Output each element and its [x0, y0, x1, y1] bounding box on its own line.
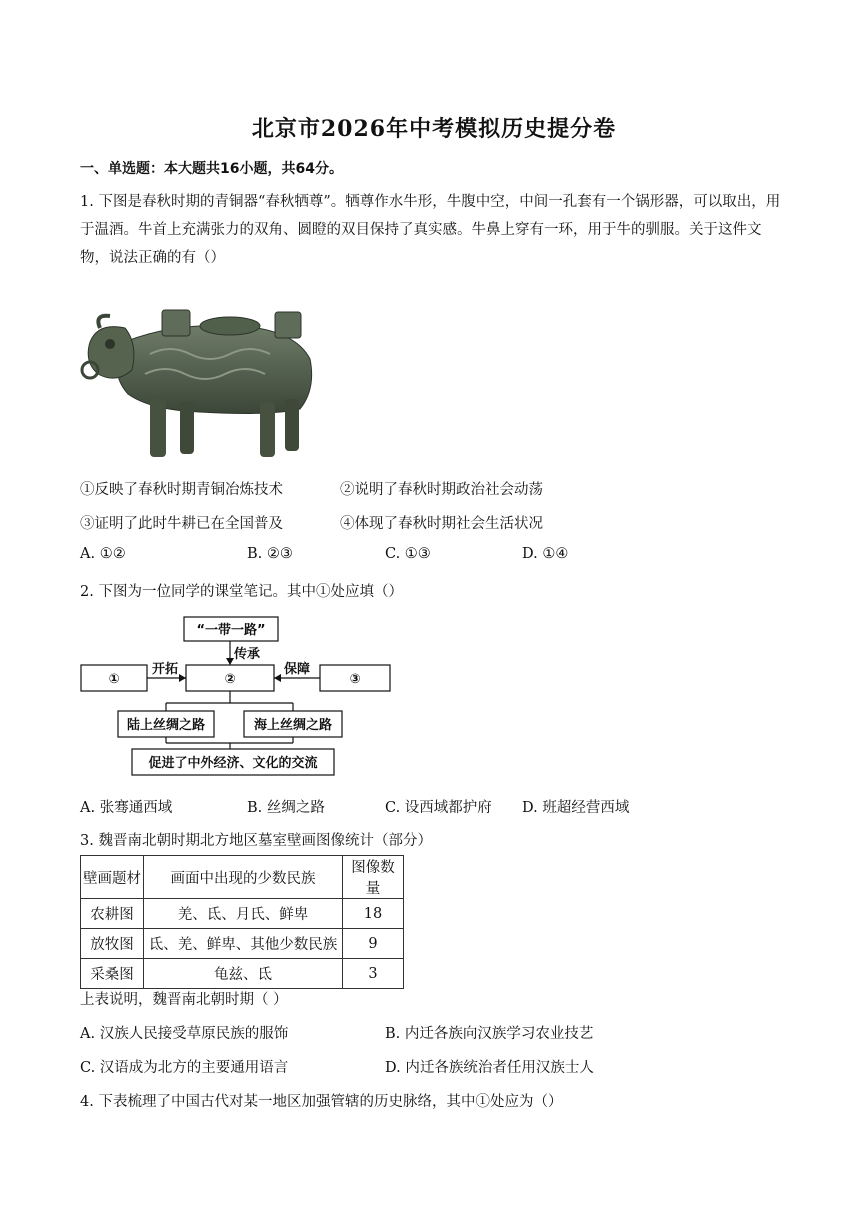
q2-option-a[interactable]: A. 张骞通西域: [80, 800, 173, 816]
table-header: 画面中出现的少数民族: [144, 856, 343, 899]
diagram-guarantee-label: 保障: [284, 662, 311, 677]
statement-3: ③证明了此时牛耕已在全国普及: [80, 516, 283, 532]
table-cell: 农耕图: [81, 899, 144, 929]
diagram-right-box: ③: [349, 672, 361, 687]
q3-option-a[interactable]: A. 汉族人民接受草原民族的服饰: [80, 1026, 289, 1042]
table-row: [81, 899, 404, 929]
q1-option-a[interactable]: A. ①②: [80, 546, 126, 562]
table-cell: 18: [343, 899, 404, 929]
class-notes-diagram: [80, 615, 392, 777]
table-cell: 龟兹、氐: [144, 959, 343, 989]
diagram-inherit-label: 传承: [234, 647, 261, 662]
diagram-sea-route: 海上丝绸之路: [253, 718, 333, 733]
question-1-stem: 1. 下图是春秋时期的青铜器“春秋牺尊”。牺尊作水牛形，牛腹中空，中间一孔套有一个锅形器，可以取出，用于温酒。牛首上充满张力的双角、圆瞪的双目保持了真实感。牛鼻上穿有一环，用于牛的驯服。关于这件文物，说法正确的有（）: [80, 194, 781, 266]
table-cell: 采桑图: [81, 959, 144, 989]
diagram-bottom-box: 促进了中外经济、文化的交流: [148, 756, 318, 771]
q3-option-c[interactable]: C. 汉语成为北方的主要通用语言: [80, 1060, 289, 1076]
mural-statistics-table: [80, 855, 404, 989]
table-header: 图像数量: [343, 856, 404, 899]
diagram-left-box: ①: [108, 672, 120, 687]
q2-option-b[interactable]: B. 丝绸之路: [247, 800, 325, 816]
question-2-stem: 2. 下图为一位同学的课堂笔记。其中①处应填（）: [80, 584, 403, 600]
table-cell: 羌、氐、月氏、鲜卑: [144, 899, 343, 929]
q3-option-d[interactable]: D. 内迁各族统治者任用汉族士人: [385, 1060, 594, 1076]
statement-2: ②说明了春秋时期政治社会动荡: [340, 482, 543, 498]
diagram-center-box: ②: [224, 672, 236, 687]
q1-option-b[interactable]: B. ②③: [247, 546, 293, 562]
question-3-stem: 3. 魏晋南北朝时期北方地区墓室壁画图像统计（部分）: [80, 833, 432, 849]
question-3-prompt: 上表说明，魏晋南北朝时期（ ）: [80, 992, 288, 1008]
q1-option-d[interactable]: D. ①④: [522, 546, 569, 562]
question-4-stem: 4. 下表梳理了中国古代对某一地区加强管辖的历史脉络，其中①处应为（）: [80, 1094, 563, 1110]
diagram-land-route: 陆上丝绸之路: [126, 718, 206, 733]
table-cell: 9: [343, 929, 404, 959]
table-row: [81, 929, 404, 959]
page-title: 北京市2026年中考模拟历史提分卷: [251, 116, 617, 142]
statement-1: ①反映了春秋时期青铜冶炼技术: [80, 482, 283, 498]
table-cell: 放牧图: [81, 929, 144, 959]
section-heading: 一、单选题：本大题共16小题，共64分。: [80, 161, 343, 177]
table-cell: 3: [343, 959, 404, 989]
table-row: [81, 959, 404, 989]
q1-option-c[interactable]: C. ①③: [385, 546, 431, 562]
bronze-ox-vessel-image: [80, 304, 322, 464]
table-header: 壁画题材: [81, 856, 144, 899]
table-cell: 氐、羌、鲜卑、其他少数民族: [144, 929, 343, 959]
q2-option-d[interactable]: D. 班超经营西域: [522, 800, 630, 816]
statement-4: ④体现了春秋时期社会生活状况: [340, 516, 543, 532]
table-header-row: [81, 856, 404, 899]
q3-option-b[interactable]: B. 内迁各族向汉族学习农业技艺: [385, 1026, 594, 1042]
diagram-develop-label: 开拓: [152, 662, 179, 677]
q2-option-c[interactable]: C. 设西域都护府: [385, 800, 492, 816]
diagram-top-box: “一带一路”: [196, 623, 266, 638]
